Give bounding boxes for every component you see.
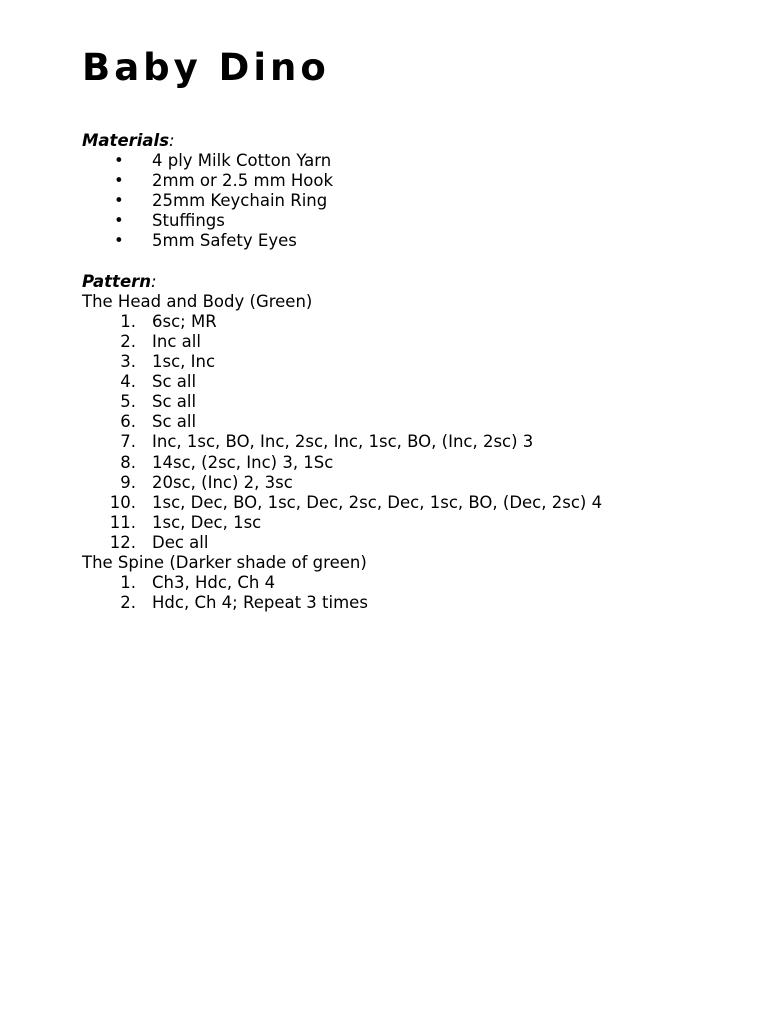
document-body	[82, 131, 722, 613]
pattern-step	[82, 573, 722, 593]
step-number: 6.	[120, 412, 136, 432]
step-number: 7.	[120, 432, 136, 452]
step-text: Sc all	[152, 392, 197, 412]
step-text: 14sc, (2sc, Inc) 3, 1Sc	[152, 452, 334, 472]
step-number: 5.	[120, 392, 136, 412]
step-number: 1.	[120, 311, 136, 331]
materials-heading-label: Materials	[82, 131, 170, 150]
step-number: 10.	[109, 492, 136, 512]
materials-list-item	[82, 231, 722, 251]
pattern-step	[82, 432, 722, 452]
materials-list-item	[82, 211, 722, 231]
pattern-step	[82, 473, 722, 493]
step-text: 1sc, Dec, BO, 1sc, Dec, 2sc, Dec, 1sc, BO, (Dec, 2sc) 4	[152, 492, 603, 512]
bullet-icon: •	[114, 211, 124, 231]
step-text: 1sc, Inc	[152, 352, 216, 372]
pattern-step	[82, 332, 722, 352]
pattern-step	[82, 352, 722, 372]
materials-list-item	[82, 191, 722, 211]
step-text: 20sc, (Inc) 2, 3sc	[152, 472, 293, 492]
bullet-icon: •	[114, 151, 124, 171]
section-title-head-and-body: The Head and Body (Green)	[82, 291, 313, 311]
document-title: Baby Dino	[82, 46, 330, 89]
step-text: Inc all	[152, 331, 201, 351]
pattern-step	[82, 372, 722, 392]
step-text: Ch3, Hdc, Ch 4	[152, 573, 276, 593]
step-text: Inc, 1sc, BO, Inc, 2sc, Inc, 1sc, BO, (Inc, 2sc) 3	[152, 432, 534, 452]
step-number: 2.	[120, 331, 136, 351]
pattern-heading-label: Pattern	[82, 271, 152, 291]
pattern-step	[82, 493, 722, 513]
pattern-step	[82, 392, 722, 412]
pattern-step	[82, 533, 722, 553]
step-text: 1sc, Dec, 1sc	[152, 512, 262, 532]
step-text: Sc all	[152, 412, 197, 432]
pattern-step	[82, 412, 722, 432]
step-text: Sc all	[152, 372, 197, 392]
step-text: 6sc; MR	[152, 311, 217, 331]
pattern-step	[82, 312, 722, 332]
step-text: Dec all	[152, 532, 209, 552]
step-number: 4.	[120, 372, 136, 392]
materials-list-item	[82, 151, 722, 171]
step-number: 3.	[120, 352, 136, 372]
materials-item-text: Stuffings	[152, 211, 225, 231]
materials-item-text: 2mm or 2.5 mm Hook	[152, 171, 334, 191]
pattern-step	[82, 513, 722, 533]
pattern-heading	[82, 272, 722, 292]
materials-item-text: 4 ply Milk Cotton Yarn	[152, 151, 332, 171]
materials-item-text: 5mm Safety Eyes	[152, 231, 297, 251]
step-number: 9.	[120, 472, 136, 492]
step-number: 11.	[109, 512, 136, 532]
materials-heading-colon: :	[169, 131, 175, 150]
materials-list-item	[82, 171, 722, 191]
step-text: Hdc, Ch 4; Repeat 3 times	[152, 593, 368, 613]
pattern-heading-colon: :	[151, 271, 157, 291]
bullet-icon: •	[114, 231, 124, 251]
materials-item-text: 25mm Keychain Ring	[152, 191, 328, 211]
section-title-spine: The Spine (Darker shade of green)	[82, 552, 367, 572]
bullet-icon: •	[114, 171, 124, 191]
step-number: 8.	[120, 452, 136, 472]
pattern-step	[82, 593, 722, 613]
step-number: 12.	[109, 532, 136, 552]
bullet-icon: •	[114, 191, 124, 211]
blank-line	[82, 252, 722, 272]
step-number: 2.	[120, 593, 136, 613]
pattern-step	[82, 453, 722, 473]
step-number: 1.	[120, 573, 136, 593]
materials-heading	[82, 131, 722, 151]
